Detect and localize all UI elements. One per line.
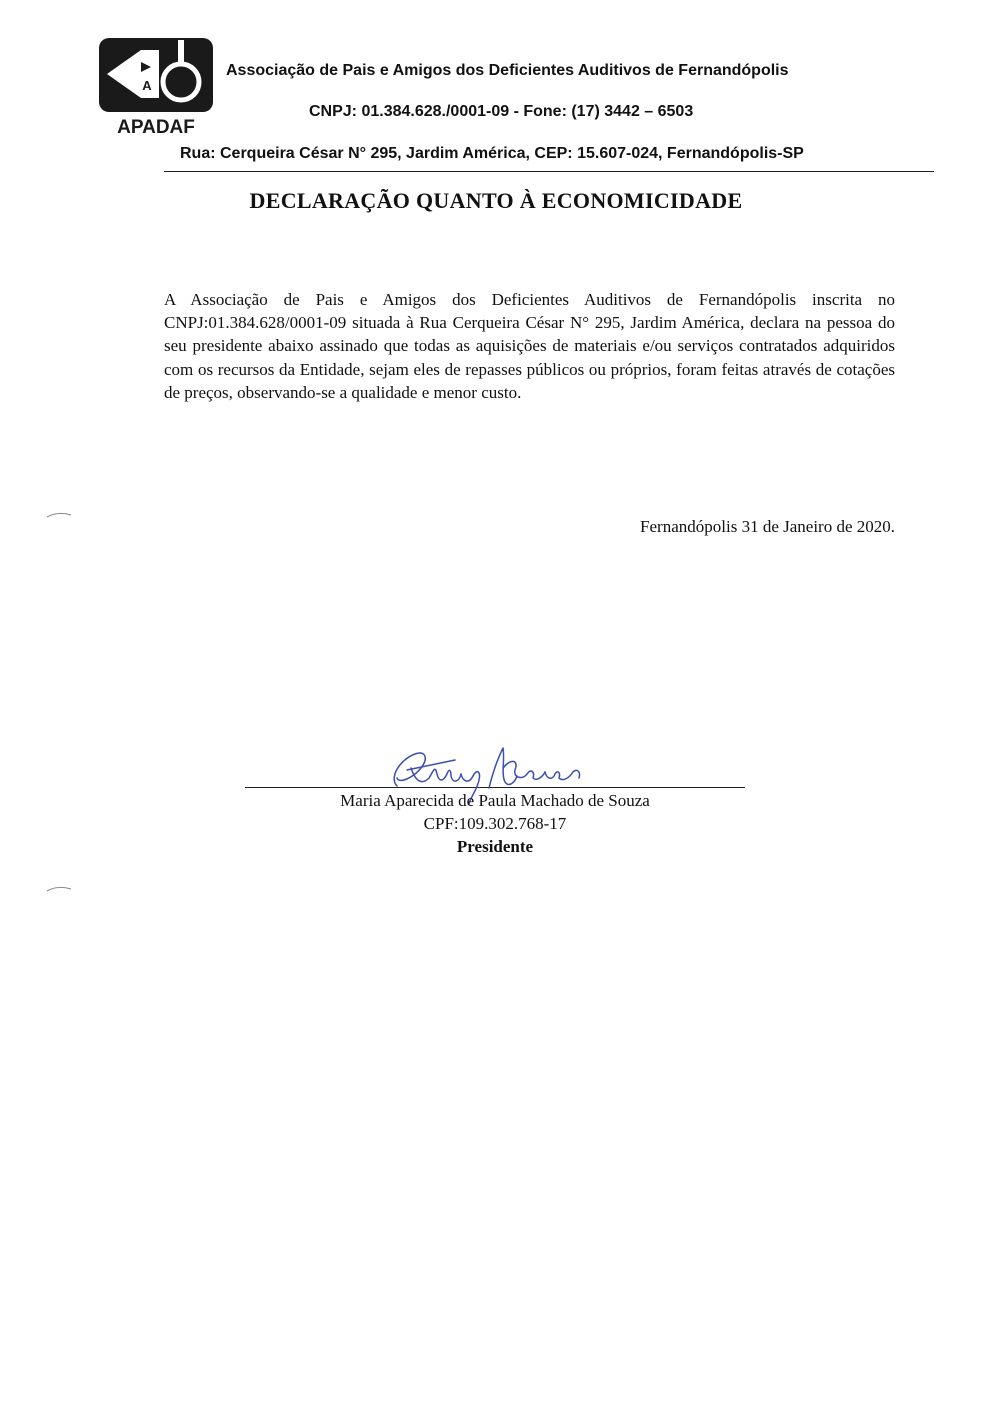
declaration-body: A Associação de Pais e Amigos dos Deficientes Auditivos de Fernandópolis inscrita no CNPJ:01.384.628/0001-09 situada à Rua Cerqueira César N° 295, Jardim América, declara na pessoa do seu presidente abaixo assinado que todas as aquisições de materiais e/ou serviços contratados adquiridos com os recursos da Entidade, sejam eles de repasses públicos ou próprios, foram feitas através de cotações de preços, observando-se a qualidade e menor custo. <box>164 290 895 402</box>
cnpj-phone: CNPJ: 01.384.628./0001-09 - Fone: (17) 3442 – 6503 <box>309 103 694 120</box>
document-title: DECLARAÇÃO QUANTO À ECONOMICIDADE <box>249 188 743 213</box>
organization-name: Associação de Pais e Amigos dos Deficientes Auditivos de Fernandópolis <box>226 62 789 79</box>
signatory-name: Maria Aparecida de Paula Machado de Souza <box>340 791 650 810</box>
signatory-cpf: CPF:109.302.768-17 <box>423 814 567 833</box>
logo-wordmark: APADAF <box>117 117 195 136</box>
signatory-role: Presidente <box>456 837 534 856</box>
address: Rua: Cerqueira César N° 295, Jardim América, CEP: 15.607-024, Fernandópolis-SP <box>180 145 804 162</box>
header-divider <box>164 171 934 172</box>
document-date: Fernandópolis 31 de Janeiro de 2020. <box>640 517 895 536</box>
margin-punch-mark <box>46 506 72 514</box>
svg-text:A: A <box>142 78 152 93</box>
apadaf-logo <box>97 36 215 136</box>
margin-punch-mark <box>46 880 72 888</box>
